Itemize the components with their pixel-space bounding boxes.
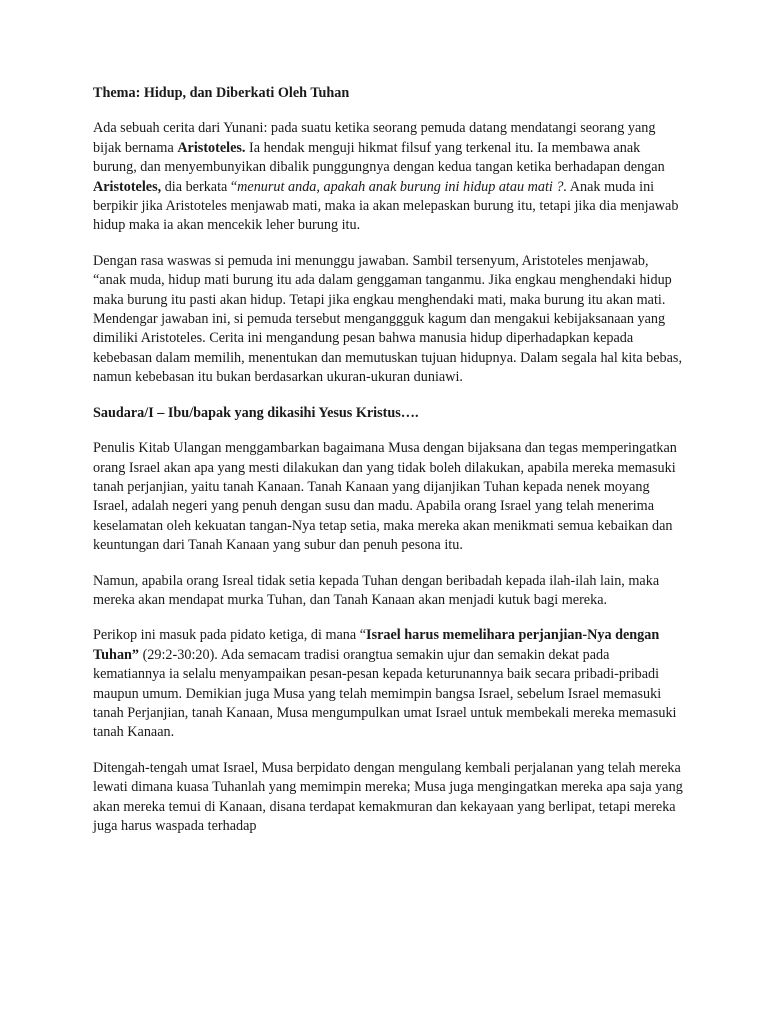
covenant-bold: Israel harus memelihara perjanjian-Nya dengan Tuhan” xyxy=(93,627,660,663)
aristoteles-bold-2: Aristoteles, xyxy=(93,178,162,195)
document-page xyxy=(93,84,683,852)
question-italic: menurut anda, apakah anak burung ini hidup atau mati ?. xyxy=(237,178,568,195)
paragraph-6: Ditengah-tengah umat Israel, Musa berpidato dengan mengulang kembali perjalanan yang telah mereka lewati dimana kuasa Tuhanlah yang memimpin mereka; Musa juga mengingatkan mereka apa saja yang akan mereka temui di Kanaan, disana terdapat kemakmuran dan kekayaan yang berlipat, tetapi mereka juga harus waspada terhadap xyxy=(93,759,683,834)
paragraph-2: Dengan rasa waswas si pemuda ini menunggu jawaban. Sambil tersenyum, Aristoteles menjawab, “anak muda, hidup mati burung itu ada dalam genggaman tanganmu. Jika engkau menghendaki hidup maka burung itu pasti akan hidup. Tetapi jika engkau menghendaki mati, maka burung itu akan mati. Mendengar jawaban ini, si pemuda tersebut menganggguk kagum dan mengakui kebijaksanaan yang dimiliki Aristoteles. Cerita ini mengandung pesan bahwa manusia hidup diperhadapkan kepada kebebasan dalam memilih, menentukan dan memutuskan tujuan hidupnya. Dalam segala hal kita bebas, namun kebebasan itu bukan berdasarkan ukuran-ukuran duniawi. xyxy=(93,252,683,386)
paragraph-1-text-b: Ia hendak menguji hikmat filsuf yang terkenal itu. Ia membawa anak burung, dan menyembunyikan dibalik punggungnya dengan kedua tangan ketika berhadapan dengan xyxy=(93,139,665,176)
document-title: Thema: Hidup, dan Diberkati Oleh Tuhan xyxy=(93,85,350,101)
paragraph-1-text-d: Anak muda ini berpikir jika Aristoteles menjawab mati, maka ia akan melepaskan burung itu, tetapi jika dia menjawab hidup maka ia akan mencekik leher burung itu. xyxy=(93,178,679,234)
paragraph-5-text-a: Perikop ini masuk pada pidato ketiga, di mana “ xyxy=(93,627,367,644)
section-heading: Saudara/I – Ibu/bapak yang dikasihi Yesus Kristus…. xyxy=(93,404,419,421)
paragraph-1-text-a: Ada sebuah cerita dari Yunani: pada suatu ketika seorang pemuda datang mendatangi seorang yang bijak bernama xyxy=(93,120,656,156)
paragraph-1-text-c: dia berkata “ xyxy=(161,178,238,195)
paragraph-3: Penulis Kitab Ulangan menggambarkan bagaimana Musa dengan bijaksana dan tegas memperingatkan orang Israel akan apa yang mesti dilakukan dan yang tidak boleh dilakukan, apabila mereka memasuki tanah perjanjian, yaitu tanah Kanaan. Tanah Kanaan yang dijanjikan Tuhan kepada nenek moyang Israel, adalah negeri yang penuh dengan susu dan madu. Apabila orang Israel yang telah menerima keselamatan oleh kekuatan tangan-Nya tetap setia, maka mereka akan menikmati semua kebaikan dan keuntungan dari Tanah Kanaan yang subur dan penuh pesona itu. xyxy=(93,440,677,554)
paragraph-5-text-b: (29:2-30:20). Ada semacam tradisi orangtua semakin ujur dan semakin dekat pada kematiannya ia selalu menyampaikan pesan-pesan kepada keturunannya baik secara pribadi-pribadi maupun umum. Demikian juga Musa yang telah memimpin bangsa Israel, sebelum Israel memasuki tanah Perjanjian, tanah Kanaan, Musa mengumpulkan umat Israel untuk membekali mereka memasuki tanah Kanaan. xyxy=(93,646,677,741)
paragraph-5 xyxy=(93,626,683,742)
aristoteles-bold-1: Aristoteles. xyxy=(177,139,246,156)
paragraph-1 xyxy=(93,119,683,235)
paragraph-4: Namun, apabila orang Isreal tidak setia kepada Tuhan dengan beribadah kepada ilah-ilah lain, maka mereka akan mendapat murka Tuhan, dan Tanah Kanaan akan menjadi kutuk bagi mereka. xyxy=(93,572,660,608)
